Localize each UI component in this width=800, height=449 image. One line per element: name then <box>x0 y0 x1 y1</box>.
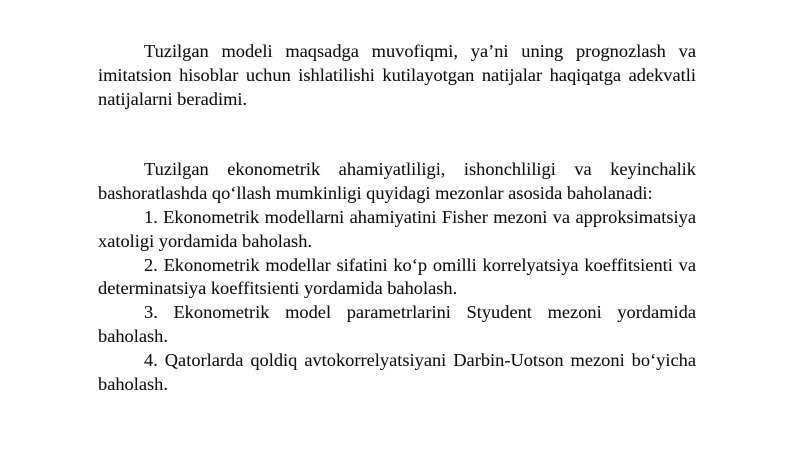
criteria-item-2: 2. Ekonometrik modellar sifatini ko‘p omilli korrelyatsiya koeffitsienti va determinatsiya koeffitsienti yordamida baholash. <box>98 254 696 299</box>
document-page <box>98 40 696 396</box>
paragraph-spacer <box>98 111 696 158</box>
criteria-item-4: 4. Qatorlarda qoldiq avtokorrelyatsiyani Darbin-Uotson mezoni bo‘yicha baholash. <box>98 349 696 394</box>
criteria-lead-paragraph: Tuzilgan ekonometrik ahamiyatliligi, ishonchliligi va keyinchalik bashoratlashda qo‘llash mumkinligi quyidagi mezonlar asosida baholanadi: <box>98 159 696 204</box>
criteria-item-3: 3. Ekonometrik model parametrlarini Styudent mezoni yordamida baholash. <box>98 302 696 346</box>
criteria-item-1: 1. Ekonometrik modellarni ahamiyatini Fisher mezoni va approksimatsiya xatoligi yordamida baholash. <box>98 206 696 251</box>
intro-paragraph: Tuzilgan modeli maqsadga muvofiqmi, ya’ni uning prognozlash va imitatsion hisoblar uchun ishlatilishi kutilayotgan natijalar haqiqatga adekvatli natijalarni beradimi. <box>98 41 696 109</box>
